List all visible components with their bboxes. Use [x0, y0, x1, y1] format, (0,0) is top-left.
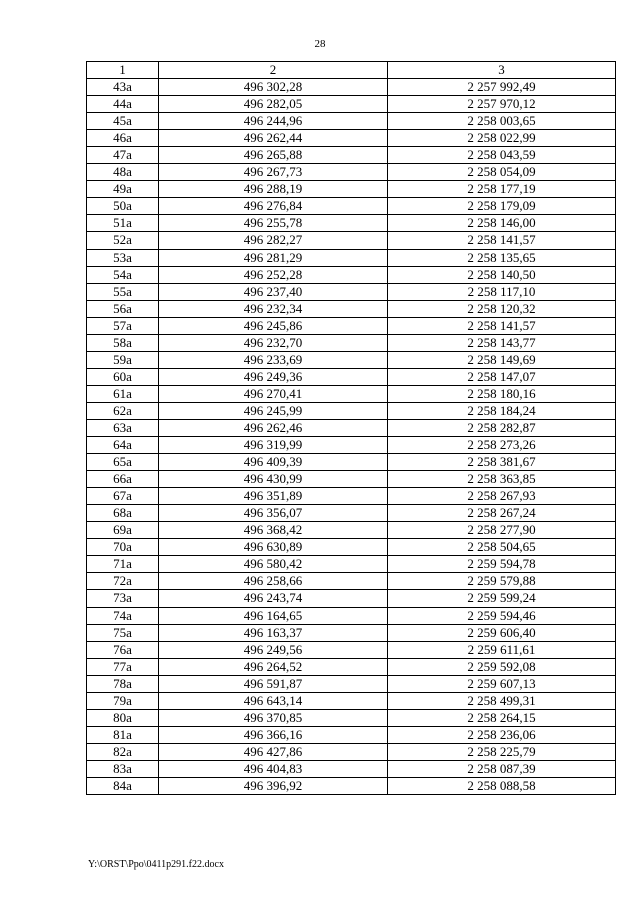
point-id-cell: 65a [87, 454, 159, 471]
x-coordinate-cell: 496 351,89 [159, 488, 388, 505]
table-row [87, 624, 616, 641]
point-id-cell: 49a [87, 181, 159, 198]
table-row [87, 505, 616, 522]
table-row [87, 368, 616, 385]
y-coordinate-cell: 2 258 146,00 [388, 215, 616, 232]
table-row [87, 522, 616, 539]
point-id-cell: 80a [87, 709, 159, 726]
y-coordinate-cell: 2 258 381,67 [388, 454, 616, 471]
column-header-3: 3 [388, 62, 616, 79]
y-coordinate-cell: 2 257 970,12 [388, 96, 616, 113]
y-coordinate-cell: 2 258 043,59 [388, 147, 616, 164]
table-row [87, 232, 616, 249]
point-id-cell: 79a [87, 692, 159, 709]
table-row [87, 351, 616, 368]
point-id-cell: 60a [87, 368, 159, 385]
table-row [87, 113, 616, 130]
point-id-cell: 51a [87, 215, 159, 232]
y-coordinate-cell: 2 258 117,10 [388, 283, 616, 300]
x-coordinate-cell: 496 643,14 [159, 692, 388, 709]
table-row [87, 607, 616, 624]
point-id-cell: 43a [87, 79, 159, 96]
y-coordinate-cell: 2 258 003,65 [388, 113, 616, 130]
x-coordinate-cell: 496 630,89 [159, 539, 388, 556]
y-coordinate-cell: 2 258 267,93 [388, 488, 616, 505]
table-row [87, 556, 616, 573]
y-coordinate-cell: 2 257 992,49 [388, 79, 616, 96]
table-row [87, 641, 616, 658]
table-row [87, 147, 616, 164]
x-coordinate-cell: 496 265,88 [159, 147, 388, 164]
point-id-cell: 73a [87, 590, 159, 607]
table-row [87, 777, 616, 794]
table-body [87, 79, 616, 795]
point-id-cell: 56a [87, 300, 159, 317]
x-coordinate-cell: 496 282,05 [159, 96, 388, 113]
x-coordinate-cell: 496 244,96 [159, 113, 388, 130]
table-row [87, 300, 616, 317]
table-row [87, 249, 616, 266]
table-header-row [87, 62, 616, 79]
y-coordinate-cell: 2 258 184,24 [388, 402, 616, 419]
x-coordinate-cell: 496 262,46 [159, 419, 388, 436]
table-row [87, 96, 616, 113]
x-coordinate-cell: 496 356,07 [159, 505, 388, 522]
x-coordinate-cell: 496 245,86 [159, 317, 388, 334]
point-id-cell: 45a [87, 113, 159, 130]
y-coordinate-cell: 2 259 607,13 [388, 675, 616, 692]
table-row [87, 198, 616, 215]
table-row [87, 385, 616, 402]
x-coordinate-cell: 496 237,40 [159, 283, 388, 300]
y-coordinate-cell: 2 258 140,50 [388, 266, 616, 283]
point-id-cell: 72a [87, 573, 159, 590]
x-coordinate-cell: 496 245,99 [159, 402, 388, 419]
table-row [87, 539, 616, 556]
x-coordinate-cell: 496 366,16 [159, 726, 388, 743]
point-id-cell: 78a [87, 675, 159, 692]
y-coordinate-cell: 2 258 499,31 [388, 692, 616, 709]
y-coordinate-cell: 2 259 592,08 [388, 658, 616, 675]
x-coordinate-cell: 496 427,86 [159, 743, 388, 760]
column-header-2: 2 [159, 62, 388, 79]
point-id-cell: 50a [87, 198, 159, 215]
table-row [87, 590, 616, 607]
table-row [87, 419, 616, 436]
point-id-cell: 52a [87, 232, 159, 249]
table-row [87, 471, 616, 488]
y-coordinate-cell: 2 258 225,79 [388, 743, 616, 760]
point-id-cell: 75a [87, 624, 159, 641]
table-row [87, 164, 616, 181]
point-id-cell: 67a [87, 488, 159, 505]
x-coordinate-cell: 496 282,27 [159, 232, 388, 249]
point-id-cell: 83a [87, 760, 159, 777]
x-coordinate-cell: 496 249,56 [159, 641, 388, 658]
table-row [87, 402, 616, 419]
x-coordinate-cell: 496 276,84 [159, 198, 388, 215]
x-coordinate-cell: 496 580,42 [159, 556, 388, 573]
y-coordinate-cell: 2 258 141,57 [388, 317, 616, 334]
table-row [87, 454, 616, 471]
x-coordinate-cell: 496 262,44 [159, 130, 388, 147]
y-coordinate-cell: 2 258 504,65 [388, 539, 616, 556]
x-coordinate-cell: 496 396,92 [159, 777, 388, 794]
table-row [87, 317, 616, 334]
x-coordinate-cell: 496 591,87 [159, 675, 388, 692]
table-row [87, 79, 616, 96]
point-id-cell: 59a [87, 351, 159, 368]
table-row [87, 658, 616, 675]
x-coordinate-cell: 496 243,74 [159, 590, 388, 607]
x-coordinate-cell: 496 319,99 [159, 437, 388, 454]
point-id-cell: 53a [87, 249, 159, 266]
y-coordinate-cell: 2 258 236,06 [388, 726, 616, 743]
table-row [87, 334, 616, 351]
point-id-cell: 68a [87, 505, 159, 522]
table-row [87, 760, 616, 777]
footer-file-path: Y:\ORST\Ppo\0411p291.f22.docx [88, 859, 224, 870]
table-row [87, 266, 616, 283]
y-coordinate-cell: 2 258 363,85 [388, 471, 616, 488]
x-coordinate-cell: 496 164,65 [159, 607, 388, 624]
point-id-cell: 74a [87, 607, 159, 624]
table-row [87, 437, 616, 454]
x-coordinate-cell: 496 404,83 [159, 760, 388, 777]
x-coordinate-cell: 496 430,99 [159, 471, 388, 488]
y-coordinate-cell: 2 259 594,46 [388, 607, 616, 624]
point-id-cell: 47a [87, 147, 159, 164]
page-number: 28 [314, 38, 326, 50]
x-coordinate-cell: 496 270,41 [159, 385, 388, 402]
x-coordinate-cell: 496 264,52 [159, 658, 388, 675]
point-id-cell: 84a [87, 777, 159, 794]
x-coordinate-cell: 496 258,66 [159, 573, 388, 590]
y-coordinate-cell: 2 258 149,69 [388, 351, 616, 368]
table-row [87, 488, 616, 505]
table-row [87, 181, 616, 198]
x-coordinate-cell: 496 249,36 [159, 368, 388, 385]
y-coordinate-cell: 2 258 273,26 [388, 437, 616, 454]
point-id-cell: 76a [87, 641, 159, 658]
y-coordinate-cell: 2 258 141,57 [388, 232, 616, 249]
x-coordinate-cell: 496 281,29 [159, 249, 388, 266]
x-coordinate-cell: 496 255,78 [159, 215, 388, 232]
table-row [87, 130, 616, 147]
x-coordinate-cell: 496 267,73 [159, 164, 388, 181]
point-id-cell: 70a [87, 539, 159, 556]
point-id-cell: 69a [87, 522, 159, 539]
point-id-cell: 71a [87, 556, 159, 573]
y-coordinate-cell: 2 258 135,65 [388, 249, 616, 266]
x-coordinate-cell: 496 233,69 [159, 351, 388, 368]
point-id-cell: 64a [87, 437, 159, 454]
x-coordinate-cell: 496 232,70 [159, 334, 388, 351]
x-coordinate-cell: 496 409,39 [159, 454, 388, 471]
point-id-cell: 55a [87, 283, 159, 300]
y-coordinate-cell: 2 259 606,40 [388, 624, 616, 641]
x-coordinate-cell: 496 370,85 [159, 709, 388, 726]
point-id-cell: 82a [87, 743, 159, 760]
y-coordinate-cell: 2 258 022,99 [388, 130, 616, 147]
point-id-cell: 66a [87, 471, 159, 488]
point-id-cell: 57a [87, 317, 159, 334]
point-id-cell: 77a [87, 658, 159, 675]
y-coordinate-cell: 2 258 087,39 [388, 760, 616, 777]
x-coordinate-cell: 496 163,37 [159, 624, 388, 641]
coordinates-table [86, 61, 616, 795]
column-header-1: 1 [87, 62, 159, 79]
table-row [87, 692, 616, 709]
point-id-cell: 61a [87, 385, 159, 402]
x-coordinate-cell: 496 288,19 [159, 181, 388, 198]
point-id-cell: 46a [87, 130, 159, 147]
y-coordinate-cell: 2 258 054,09 [388, 164, 616, 181]
point-id-cell: 58a [87, 334, 159, 351]
table-row [87, 283, 616, 300]
point-id-cell: 63a [87, 419, 159, 436]
x-coordinate-cell: 496 232,34 [159, 300, 388, 317]
y-coordinate-cell: 2 258 120,32 [388, 300, 616, 317]
point-id-cell: 62a [87, 402, 159, 419]
table-row [87, 675, 616, 692]
y-coordinate-cell: 2 258 264,15 [388, 709, 616, 726]
y-coordinate-cell: 2 258 267,24 [388, 505, 616, 522]
y-coordinate-cell: 2 258 180,16 [388, 385, 616, 402]
y-coordinate-cell: 2 258 277,90 [388, 522, 616, 539]
point-id-cell: 48a [87, 164, 159, 181]
table-row [87, 709, 616, 726]
x-coordinate-cell: 496 302,28 [159, 79, 388, 96]
table-row [87, 573, 616, 590]
table-row [87, 215, 616, 232]
y-coordinate-cell: 2 258 282,87 [388, 419, 616, 436]
y-coordinate-cell: 2 258 147,07 [388, 368, 616, 385]
table-row [87, 743, 616, 760]
y-coordinate-cell: 2 258 088,58 [388, 777, 616, 794]
x-coordinate-cell: 496 252,28 [159, 266, 388, 283]
point-id-cell: 54a [87, 266, 159, 283]
x-coordinate-cell: 496 368,42 [159, 522, 388, 539]
y-coordinate-cell: 2 259 599,24 [388, 590, 616, 607]
y-coordinate-cell: 2 259 611,61 [388, 641, 616, 658]
table-row [87, 726, 616, 743]
y-coordinate-cell: 2 258 179,09 [388, 198, 616, 215]
point-id-cell: 44a [87, 96, 159, 113]
y-coordinate-cell: 2 258 143,77 [388, 334, 616, 351]
y-coordinate-cell: 2 258 177,19 [388, 181, 616, 198]
point-id-cell: 81a [87, 726, 159, 743]
y-coordinate-cell: 2 259 594,78 [388, 556, 616, 573]
y-coordinate-cell: 2 259 579,88 [388, 573, 616, 590]
